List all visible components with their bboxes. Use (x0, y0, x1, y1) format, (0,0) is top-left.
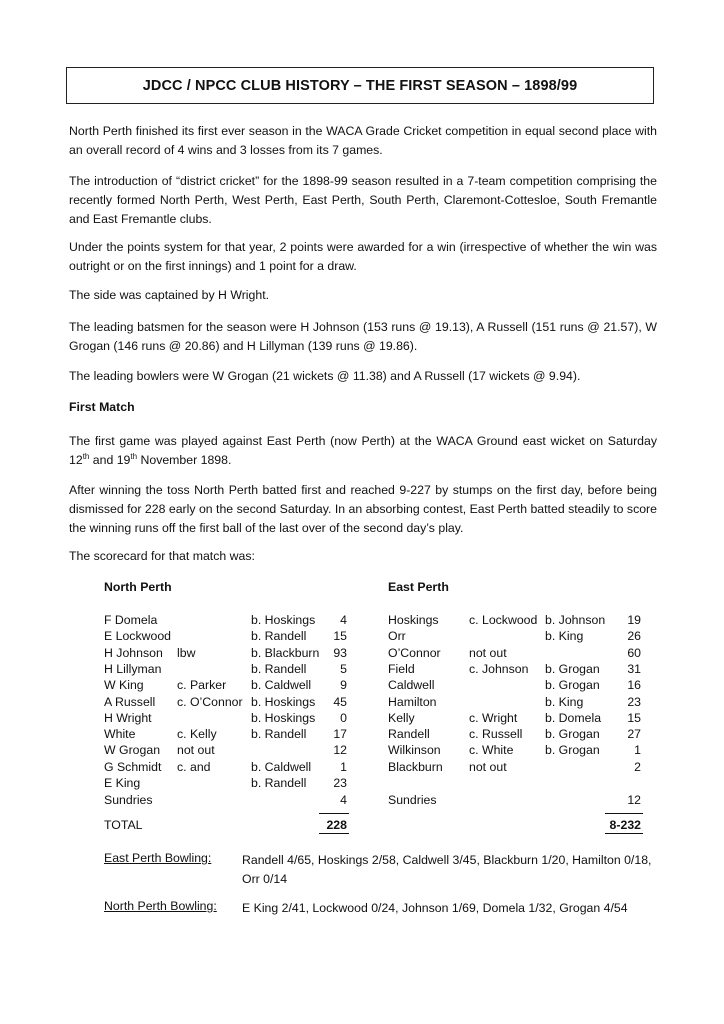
east-perth-bowler: b. Grogan (545, 727, 600, 742)
east-perth-runs: 1 (634, 743, 641, 758)
north-perth-batsman-name: White (104, 727, 136, 742)
east-perth-team-heading: East Perth (388, 580, 449, 594)
total-rule-line (319, 833, 349, 834)
east-perth-dismissal: not out (469, 645, 507, 660)
east-perth-runs: 23 (627, 694, 641, 709)
north-perth-bowler: b. Blackburn (251, 645, 320, 660)
north-perth-runs: 1 (340, 759, 347, 774)
north-perth-dismissal: not out (177, 743, 215, 758)
east-perth-dismissal: c. Lockwood (469, 613, 538, 627)
points-system-paragraph: Under the points system for that year, 2 points were awarded for a win (irrespective of whether the win was outright or on the first innings) and 1 point for a draw. (69, 240, 657, 273)
north-perth-sundries-label: Sundries (104, 793, 153, 807)
north-perth-batsman-name: H Wright (104, 710, 152, 725)
east-perth-bowler: b. Grogan (545, 678, 600, 693)
east-perth-dismissal: c. Johnson (469, 661, 529, 676)
north-perth-runs: 12 (333, 743, 347, 758)
north-perth-bowler: b. Hoskings (251, 694, 316, 709)
north-perth-runs: 23 (333, 776, 347, 790)
batsmen-paragraph: The leading batsmen for the season were H Johnson (153 runs @ 19.13), A Russell (151 runs @ 21.57), W Grogan (146 runs @ 20.86) and H Lillyman (139 runs @ 19.86). (69, 320, 657, 353)
north-perth-runs: 17 (333, 727, 347, 742)
north-perth-runs: 5 (340, 661, 347, 676)
east-perth-bowler: b. Domela (545, 710, 602, 725)
north-perth-bowler: b. Caldwell (251, 759, 312, 774)
north-perth-bowler: b. Randell (251, 629, 307, 644)
east-perth-runs: 16 (627, 678, 641, 693)
captain-paragraph: The side was captained by H Wright. (69, 288, 270, 302)
north-perth-runs: 45 (333, 694, 347, 709)
east-perth-batsman-name: O’Connor (388, 645, 441, 660)
north-perth-sundries: 4 (340, 793, 347, 807)
north-perth-bowler: b. Randell (251, 727, 307, 742)
east-perth-bowler: b. Grogan (545, 743, 600, 758)
intro-paragraph: North Perth finished its first ever season in the WACA Grade Cricket competition in equal second place with an overall record of 4 wins and 3 losses from its 7 games. (69, 124, 657, 157)
east-perth-bowler: b. King (545, 629, 584, 644)
north-perth-batsman-name: E King (104, 776, 141, 790)
north-perth-dismissal: c. Parker (177, 678, 227, 693)
north-perth-batsman-name: H Johnson (104, 645, 163, 660)
north-perth-bowler: b. Randell (251, 776, 307, 790)
bowlers-paragraph: The leading bowlers were W Grogan (21 wickets @ 11.38) and A Russell (17 wickets @ 9.94). (69, 369, 581, 383)
north-perth-batsman-name: E Lockwood (104, 629, 171, 644)
east-perth-batsman-name: Field (388, 661, 415, 676)
match-summary-paragraph: After winning the toss North Perth batted first and reached 9-227 by stumps on the first day, before being dismissed for 228 early on the second Saturday. In an absorbing contest, East Perth batted steadily to score the winning runs off the first ball of the last over of the second day’s play. (69, 483, 657, 535)
east-perth-runs: 27 (627, 727, 641, 742)
north-perth-team-heading: North Perth (104, 580, 172, 594)
north-perth-runs: 0 (340, 710, 347, 725)
east-perth-runs: 15 (627, 710, 641, 725)
north-perth-batsman-name: G Schmidt (104, 759, 162, 774)
east-perth-runs: 19 (627, 613, 641, 627)
first-match-date-paragraph: The first game was played against East Perth (now Perth) at the WACA Ground east wicket on Saturday 12th and 19th November 1898. (69, 434, 657, 467)
page-title: JDCC / NPCC CLUB HISTORY – THE FIRST SEASON – 1898/99 (66, 67, 654, 104)
east-perth-batsman-name: Blackburn (388, 759, 443, 774)
north-perth-bowling-label: North Perth Bowling: (104, 899, 217, 913)
east-perth-runs: 2 (634, 759, 641, 774)
east-perth-runs: 60 (627, 645, 641, 660)
east-perth-bowler: b. Johnson (545, 613, 606, 627)
north-perth-batsman-name: W Grogan (104, 743, 161, 758)
east-perth-dismissal: c. White (469, 743, 514, 758)
east-perth-runs: 26 (627, 629, 641, 644)
north-perth-bowler: b. Hoskings (251, 710, 316, 725)
north-perth-runs: 15 (333, 629, 347, 644)
north-perth-bowler: b. Caldwell (251, 678, 312, 693)
total-rule-line (605, 813, 643, 814)
north-perth-runs: 4 (340, 613, 347, 627)
north-perth-runs: 9 (340, 678, 347, 693)
east-perth-batsman-name: Randell (388, 727, 430, 742)
north-perth-batsman-name: A Russell (104, 694, 156, 709)
district-cricket-paragraph: The introduction of “district cricket” for the 1898-99 season resulted in a 7-team competition comprising the recently formed North Perth, West Perth, East Perth, South Perth, Claremont-Cottesloe, South Fremantle and East Fremantle clubs. (69, 174, 657, 226)
north-perth-batsman-name: W King (104, 678, 144, 693)
east-perth-batsman-name: Hamilton (388, 694, 437, 709)
east-perth-dismissal: not out (469, 759, 507, 774)
north-perth-runs: 93 (333, 645, 347, 660)
east-perth-batsman-name: Wilkinson (388, 743, 441, 758)
east-perth-bowler: b. King (545, 694, 584, 709)
east-perth-batsman-name: Hoskings (388, 613, 439, 627)
east-perth-runs: 31 (627, 661, 641, 676)
north-perth-bowling-figures: E King 2/41, Lockwood 0/24, Johnson 1/69, Domela 1/32, Grogan 4/54 (242, 901, 628, 915)
total-rule-line (319, 813, 349, 814)
scorecard-intro: The scorecard for that match was: (69, 549, 255, 563)
north-perth-dismissal: c. O’Connor (177, 694, 243, 709)
east-perth-batsman-name: Caldwell (388, 678, 435, 693)
north-perth-dismissal: c. and (177, 759, 211, 774)
north-perth-batsman-name: H Lillyman (104, 661, 162, 676)
north-perth-dismissal: lbw (177, 645, 196, 660)
east-perth-total: 8-232 (609, 818, 641, 832)
east-perth-sundries: 12 (627, 793, 641, 807)
east-perth-batsman-name: Kelly (388, 710, 415, 725)
north-perth-bowler: b. Randell (251, 661, 307, 676)
east-perth-bowler: b. Grogan (545, 661, 600, 676)
north-perth-total: 228 (326, 818, 347, 832)
east-perth-sundries-label: Sundries (388, 793, 437, 807)
north-perth-batsman-name: F Domela (104, 613, 158, 627)
east-perth-dismissal: c. Wright (469, 710, 518, 725)
east-perth-batsman-name: Orr (388, 629, 406, 644)
east-perth-bowling-figures: Randell 4/65, Hoskings 2/58, Caldwell 3/45, Blackburn 1/20, Hamilton 0/18, Orr 0/14 (242, 853, 652, 886)
north-perth-dismissal: c. Kelly (177, 727, 217, 742)
first-match-heading: First Match (69, 400, 135, 414)
north-perth-bowler: b. Hoskings (251, 613, 316, 627)
total-rule-line (605, 833, 643, 834)
east-perth-dismissal: c. Russell (469, 727, 523, 742)
east-perth-bowling-label: East Perth Bowling: (104, 851, 212, 865)
north-perth-total-label: TOTAL (104, 818, 143, 832)
